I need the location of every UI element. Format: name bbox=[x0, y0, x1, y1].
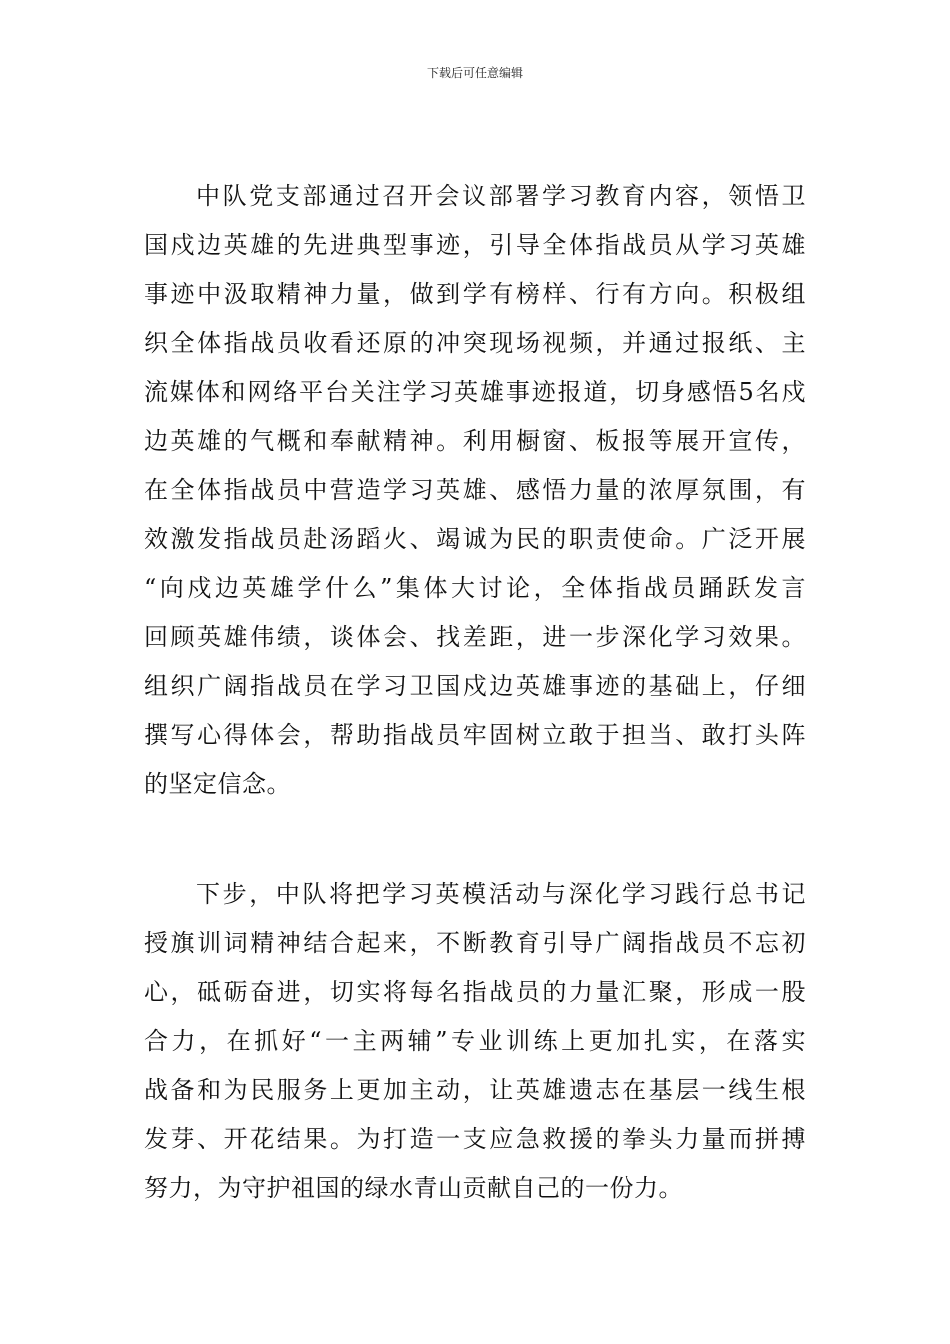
paragraph-line: 的坚定信念。 bbox=[144, 770, 291, 798]
paragraph-line: “向戍边英雄学什么”集体大讨论，全体指战员踊跃发言 bbox=[144, 574, 806, 602]
paragraph-line: 发芽、开花结果。为打造一支应急救援的拳头力量而拼搏 bbox=[144, 1125, 806, 1153]
paragraph-line: 下步，中队将把学习英模活动与深化学习践行总书记 bbox=[196, 880, 806, 908]
paragraph-line: 在全体指战员中营造学习英雄、感悟力量的浓厚氛围，有 bbox=[144, 476, 806, 504]
paragraph-line: 授旗训词精神结合起来，不断教育引导广阔指战员不忘初 bbox=[144, 929, 806, 957]
paragraph-line: 效激发指战员赴汤蹈火、竭诚为民的职责使命。广泛开展 bbox=[144, 525, 806, 553]
paragraph-line: 合力，在抓好“一主两辅”专业训练上更加扎实，在落实 bbox=[144, 1027, 806, 1055]
paragraph-line: 事迹中汲取精神力量，做到学有榜样、行有方向。积极组 bbox=[144, 280, 806, 308]
paragraph-line: 国戍边英雄的先进典型事迹，引导全体指战员从学习英雄 bbox=[144, 231, 806, 259]
paragraph-line: 流媒体和网络平台关注学习英雄事迹报道，切身感悟5名戍 bbox=[144, 378, 806, 406]
paragraph-line: 撰写心得体会，帮助指战员牢固树立敢于担当、敢打头阵 bbox=[144, 721, 806, 749]
paragraph-line: 组织广阔指战员在学习卫国戍边英雄事迹的基础上，仔细 bbox=[144, 672, 806, 700]
paragraph-line: 战备和为民服务上更加主动，让英雄遗志在基层一线生根 bbox=[144, 1076, 806, 1104]
paragraph-1 bbox=[144, 172, 806, 809]
paragraph-line: 心，砥砺奋进，切实将每名指战员的力量汇聚，形成一股 bbox=[144, 978, 806, 1006]
paragraph-line: 织全体指战员收看还原的冲突现场视频，并通过报纸、主 bbox=[144, 329, 806, 357]
paragraph-2 bbox=[144, 870, 806, 1213]
paragraph-line: 边英雄的气概和奉献精神。利用橱窗、板报等展开宣传， bbox=[144, 427, 806, 455]
paragraph-line: 中队党支部通过召开会议部署学习教育内容，领悟卫 bbox=[196, 182, 806, 210]
paragraph-line: 努力，为守护祖国的绿水青山贡献自己的一份力。 bbox=[144, 1174, 683, 1202]
paragraph-line: 回顾英雄伟绩，谈体会、找差距，进一步深化学习效果。 bbox=[144, 623, 806, 651]
page-header: 下载后可任意编辑 bbox=[426, 66, 523, 80]
